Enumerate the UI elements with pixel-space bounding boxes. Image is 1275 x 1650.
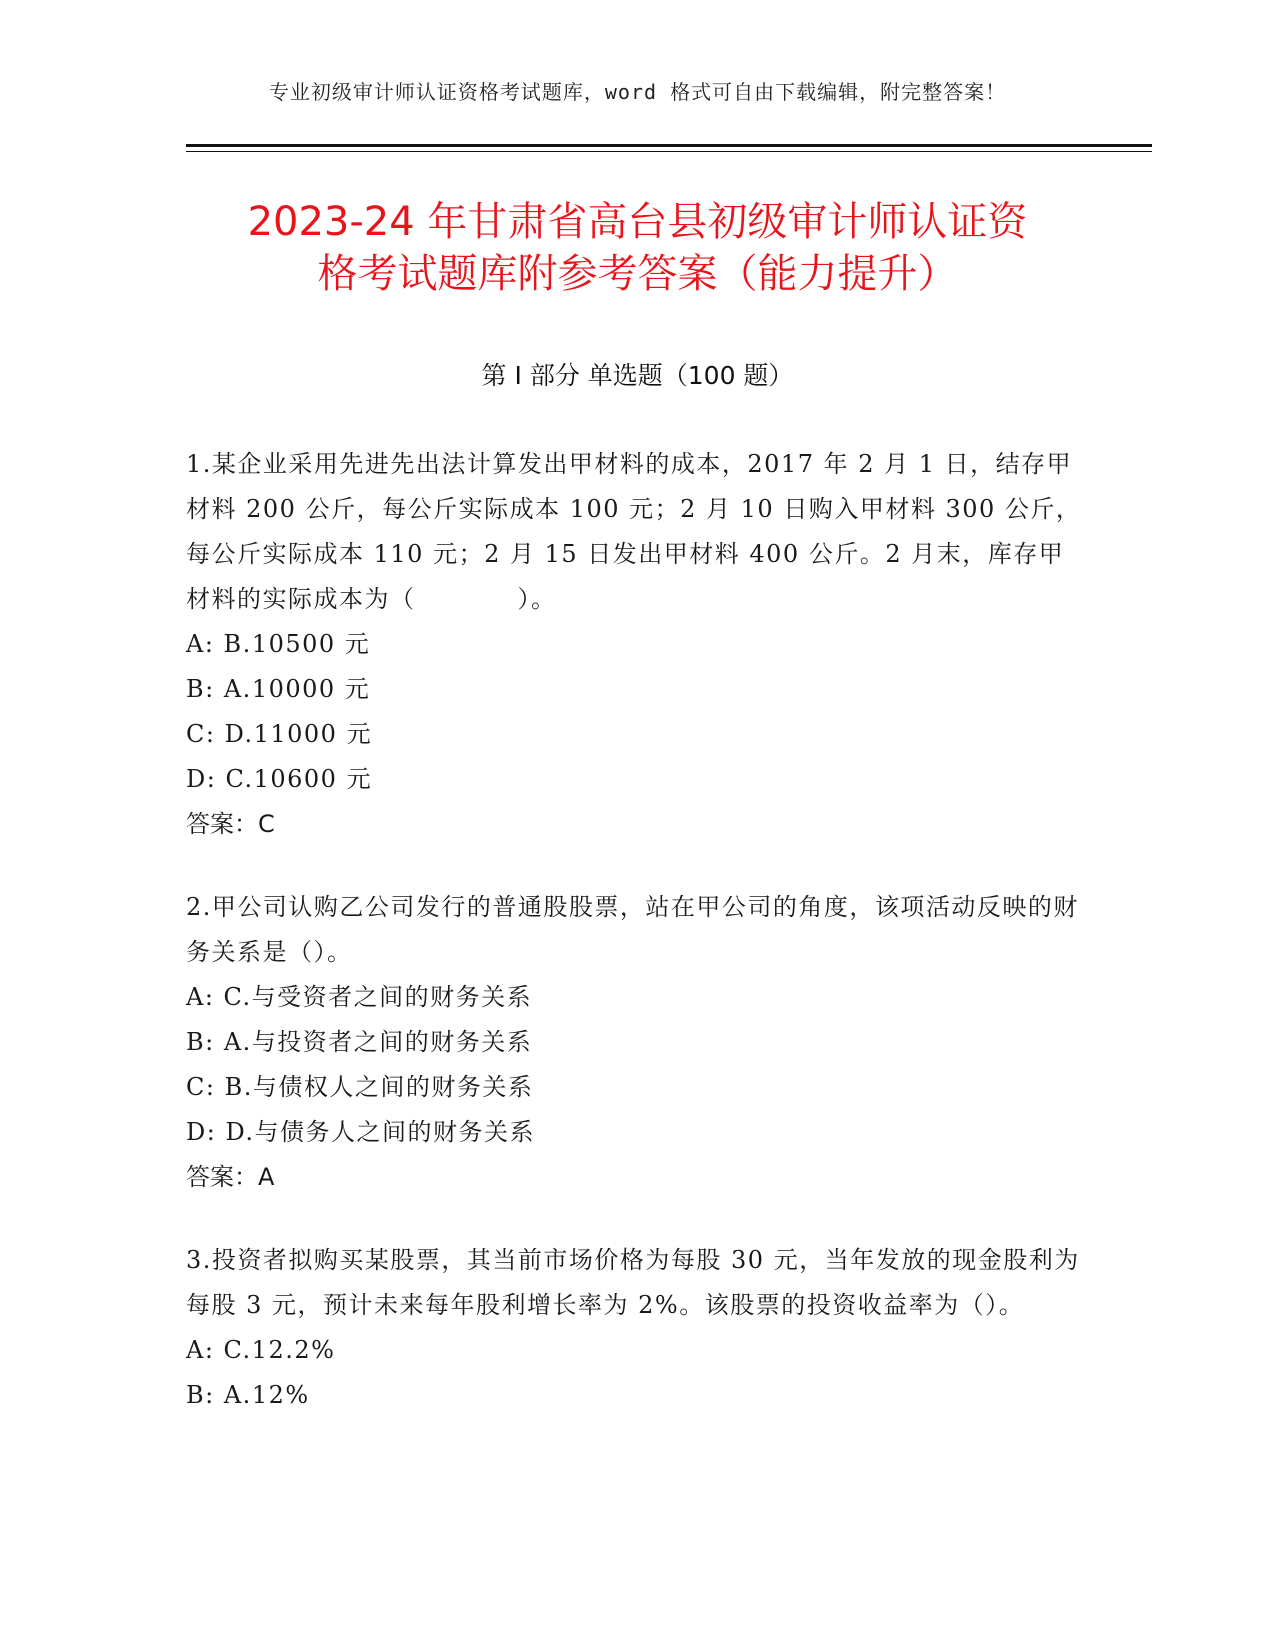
option-b: B: A.12%: [186, 1381, 310, 1409]
option-a: A: C.与受资者之间的财务关系: [186, 983, 533, 1011]
option-d: D: D.与债务人之间的财务关系: [186, 1118, 535, 1146]
question-1: [186, 442, 1086, 847]
option-b: B: A.10000 元: [186, 675, 371, 703]
header-rule-thick: [186, 144, 1152, 147]
option-d: D: C.10600 元: [186, 765, 373, 793]
answer: 答案：A: [186, 1163, 275, 1191]
header-note: 专业初级审计师认证资格考试题库，word 格式可自由下载编辑，附完整答案！: [268, 80, 1007, 104]
question-list: [186, 442, 1086, 1456]
document-title: [150, 196, 1125, 300]
option-c: C: D.11000 元: [186, 720, 373, 748]
section-title: 第 I 部分 单选题（100 题）: [481, 361, 794, 390]
option-a: A: C.12.2%: [186, 1336, 336, 1364]
question-2: [186, 885, 1086, 1200]
answer: 答案：C: [186, 810, 275, 838]
option-c: C: B.与债权人之间的财务关系: [186, 1073, 534, 1101]
question-text: 1.某企业采用先进先出法计算发出甲材料的成本，2017 年 2 月 1 日，结存甲材料 200 公斤，每公斤实际成本 100 元；2 月 10 日购入甲材料 300 公斤，每公斤实际成本 110 元；2 月 15 日发出甲材料 400 公斤。2 月末，库存甲材料的实际成本为（ ）。: [186, 450, 1082, 613]
option-a: A: B.10500 元: [186, 630, 371, 658]
header-rule-thin: [186, 151, 1152, 152]
option-b: B: A.与投资者之间的财务关系: [186, 1028, 533, 1056]
question-text: 3.投资者拟购买某股票，其当前市场价格为每股 30 元，当年发放的现金股利为每股 3 元，预计未来每年股利增长率为 2%。该股票的投资收益率为（）。: [186, 1246, 1080, 1319]
question-text: 2.甲公司认购乙公司发行的普通股股票，站在甲公司的角度，该项活动反映的财务关系是（）。: [186, 893, 1079, 966]
question-3: [186, 1238, 1086, 1418]
title-line-2: 格考试题库附参考答案（能力提升）: [317, 251, 958, 297]
title-line-1: 2023-24 年甘肃省高台县初级审计师认证资: [247, 199, 1028, 245]
